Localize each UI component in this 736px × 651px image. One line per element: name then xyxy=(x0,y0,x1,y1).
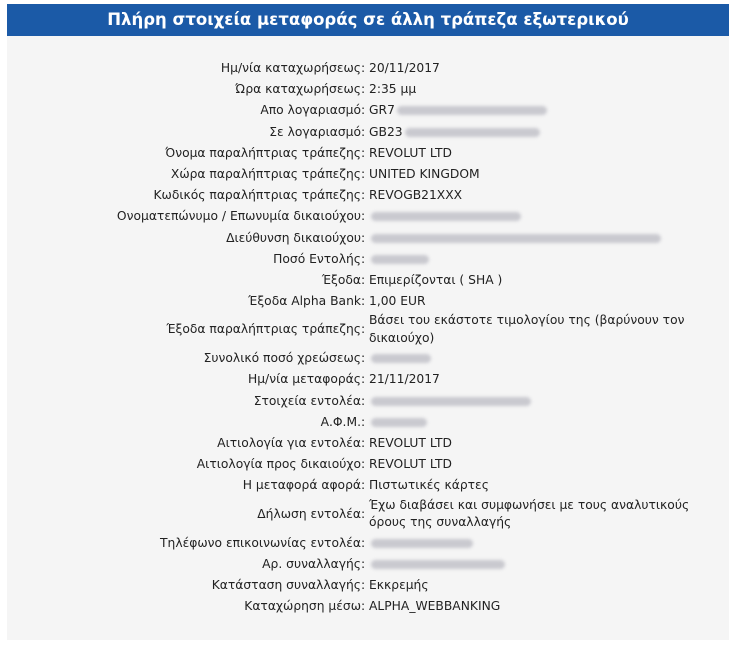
redacted-blur xyxy=(371,354,431,363)
redacted-blur xyxy=(371,418,427,427)
separator: : xyxy=(361,393,366,408)
detail-value: GB23 xyxy=(369,124,403,139)
detail-row-transfer-purpose xyxy=(7,475,729,496)
separator: : xyxy=(361,230,366,245)
detail-label: Καταχώρηση μέσω xyxy=(244,599,361,614)
detail-row-total-debit xyxy=(7,348,729,369)
detail-value-masked xyxy=(369,249,429,270)
redacted-blur xyxy=(371,560,505,569)
detail-value: REVOLUT LTD xyxy=(369,436,452,450)
detail-label: Αιτιολογία για εντολέα xyxy=(217,436,361,450)
redacted-blur xyxy=(371,234,661,243)
detail-value-masked xyxy=(369,206,521,227)
detail-row-tax-id xyxy=(7,412,729,433)
separator: : xyxy=(361,188,366,203)
separator: : xyxy=(361,506,366,521)
detail-label: Κωδικός παραλήπτριας τράπεζης xyxy=(153,188,361,203)
detail-label: Τηλέφωνο επικοινωνίας εντολέα xyxy=(160,535,361,550)
separator: : xyxy=(361,414,366,429)
detail-row-beneficiary-bank-name xyxy=(7,143,729,164)
detail-label: Απο λογαριασμό xyxy=(260,103,361,118)
detail-row-order-amount xyxy=(7,249,729,270)
detail-value: REVOLUT LTD xyxy=(369,145,452,160)
detail-row-orderer-phone xyxy=(7,533,729,554)
separator: : xyxy=(361,577,366,592)
detail-label: Α.Φ.Μ. xyxy=(320,414,361,429)
detail-value: Επιμερίζονται ( SHA ) xyxy=(369,272,503,287)
separator: : xyxy=(361,145,366,160)
detail-label: Ώρα καταχωρήσεως xyxy=(235,82,361,97)
details-list xyxy=(7,58,729,617)
transfer-details-card xyxy=(7,4,729,640)
detail-value-masked xyxy=(369,412,427,433)
detail-row-registration-date xyxy=(7,58,729,79)
detail-value-masked xyxy=(369,100,547,121)
detail-row-transfer-date xyxy=(7,369,729,390)
redacted-blur xyxy=(371,539,473,548)
detail-value: REVOGB21XXX xyxy=(369,188,463,203)
separator: : xyxy=(361,166,366,181)
detail-label: Ημ/νία καταχωρήσεως xyxy=(220,61,361,75)
detail-row-beneficiary-bank-country xyxy=(7,164,729,185)
detail-label: Σε λογαριασμό xyxy=(269,124,361,139)
detail-value: Βάσει του εκάστοτε τιμολογίου της (βαρύνουν τον δικαιούχο) xyxy=(369,313,685,345)
separator: : xyxy=(361,457,366,472)
detail-value-masked xyxy=(369,122,540,143)
separator: : xyxy=(361,478,366,493)
detail-value: 2:35 μμ xyxy=(369,82,417,97)
detail-label: Κατάσταση συναλλαγής xyxy=(211,577,361,592)
detail-row-transaction-number xyxy=(7,554,729,575)
detail-row-orderer-declaration xyxy=(7,497,729,533)
detail-label: Δήλωση εντολέα xyxy=(257,506,361,521)
detail-label: Έξοδα παραλήπτριας τράπεζης xyxy=(166,322,361,337)
separator: : xyxy=(361,209,366,224)
separator: : xyxy=(361,599,366,614)
redacted-blur xyxy=(397,106,547,115)
detail-label: Αιτιολογία προς δικαιούχο xyxy=(196,457,361,472)
redacted-blur xyxy=(371,255,429,264)
detail-value: UNITED KINGDOM xyxy=(369,166,480,181)
separator: : xyxy=(361,322,366,337)
detail-row-transaction-status xyxy=(7,575,729,596)
detail-value-masked xyxy=(369,554,505,575)
detail-value: GR7 xyxy=(369,103,395,118)
detail-row-charges xyxy=(7,270,729,291)
detail-row-reason-beneficiary xyxy=(7,454,729,475)
detail-row-beneficiary-address xyxy=(7,228,729,249)
detail-label: Έξοδα Alpha Bank xyxy=(248,294,361,309)
detail-label: Χώρα παραλήπτριας τράπεζης xyxy=(170,166,361,181)
separator: : xyxy=(361,436,366,450)
detail-row-channel xyxy=(7,596,729,617)
detail-row-from-account xyxy=(7,100,729,121)
detail-row-alpha-bank-charges xyxy=(7,291,729,312)
detail-label: Όνομα παραλήπτριας τράπεζης xyxy=(165,145,361,160)
separator: : xyxy=(361,124,366,139)
detail-label: Ημ/νία μεταφοράς xyxy=(247,372,361,387)
separator: : xyxy=(361,272,366,287)
detail-label: Η μεταφορά αφορά xyxy=(242,478,361,493)
separator: : xyxy=(361,103,366,118)
detail-value: Πιστωτικές κάρτες xyxy=(369,478,489,493)
detail-value: Έχω διαβάσει και συμφωνήσει με τους αναλυτικούς όρους της συναλλαγής xyxy=(369,497,690,530)
detail-value: 1,00 EUR xyxy=(369,294,426,309)
separator: : xyxy=(361,372,366,387)
detail-value-masked xyxy=(369,348,431,369)
detail-value-masked xyxy=(369,228,661,249)
redacted-blur xyxy=(371,212,521,221)
detail-label: Συνολικό ποσό χρεώσεως xyxy=(203,351,361,366)
detail-label: Διεύθυνση δικαιούχου xyxy=(226,230,361,245)
detail-label: Ποσό Εντολής xyxy=(273,251,361,266)
detail-label: Έξοδα xyxy=(321,272,361,287)
separator: : xyxy=(361,351,366,366)
detail-label: Αρ. συναλλαγής xyxy=(262,556,361,571)
separator: : xyxy=(361,556,366,571)
detail-value: ALPHA_WEBBANKING xyxy=(369,599,501,614)
detail-row-reason-orderer xyxy=(7,433,729,454)
detail-value-masked xyxy=(369,391,531,412)
separator: : xyxy=(361,251,366,266)
detail-value-masked xyxy=(369,533,473,554)
detail-row-beneficiary-bank-code xyxy=(7,185,729,206)
detail-value: Εκκρεμής xyxy=(369,577,429,592)
page-title: Πλήρη στοιχεία μεταφοράς σε άλλη τράπεζα εξωτερικού xyxy=(7,4,729,36)
detail-row-registration-time xyxy=(7,79,729,100)
separator: : xyxy=(361,82,366,97)
detail-value: 21/11/2017 xyxy=(369,372,440,387)
detail-value: REVOLUT LTD xyxy=(369,457,452,472)
separator: : xyxy=(361,61,366,75)
detail-row-orderer-details xyxy=(7,391,729,412)
detail-row-to-account xyxy=(7,122,729,143)
detail-label: Στοιχεία εντολέα xyxy=(253,393,361,408)
redacted-blur xyxy=(405,128,540,137)
detail-value: 20/11/2017 xyxy=(369,61,440,75)
separator: : xyxy=(361,294,366,309)
separator: : xyxy=(361,535,366,550)
detail-row-beneficiary-bank-charges xyxy=(7,312,729,348)
detail-label: Ονοματεπώνυμο / Επωνυμία δικαιούχου xyxy=(116,209,361,224)
redacted-blur xyxy=(371,397,531,406)
detail-row-beneficiary-name xyxy=(7,206,729,227)
